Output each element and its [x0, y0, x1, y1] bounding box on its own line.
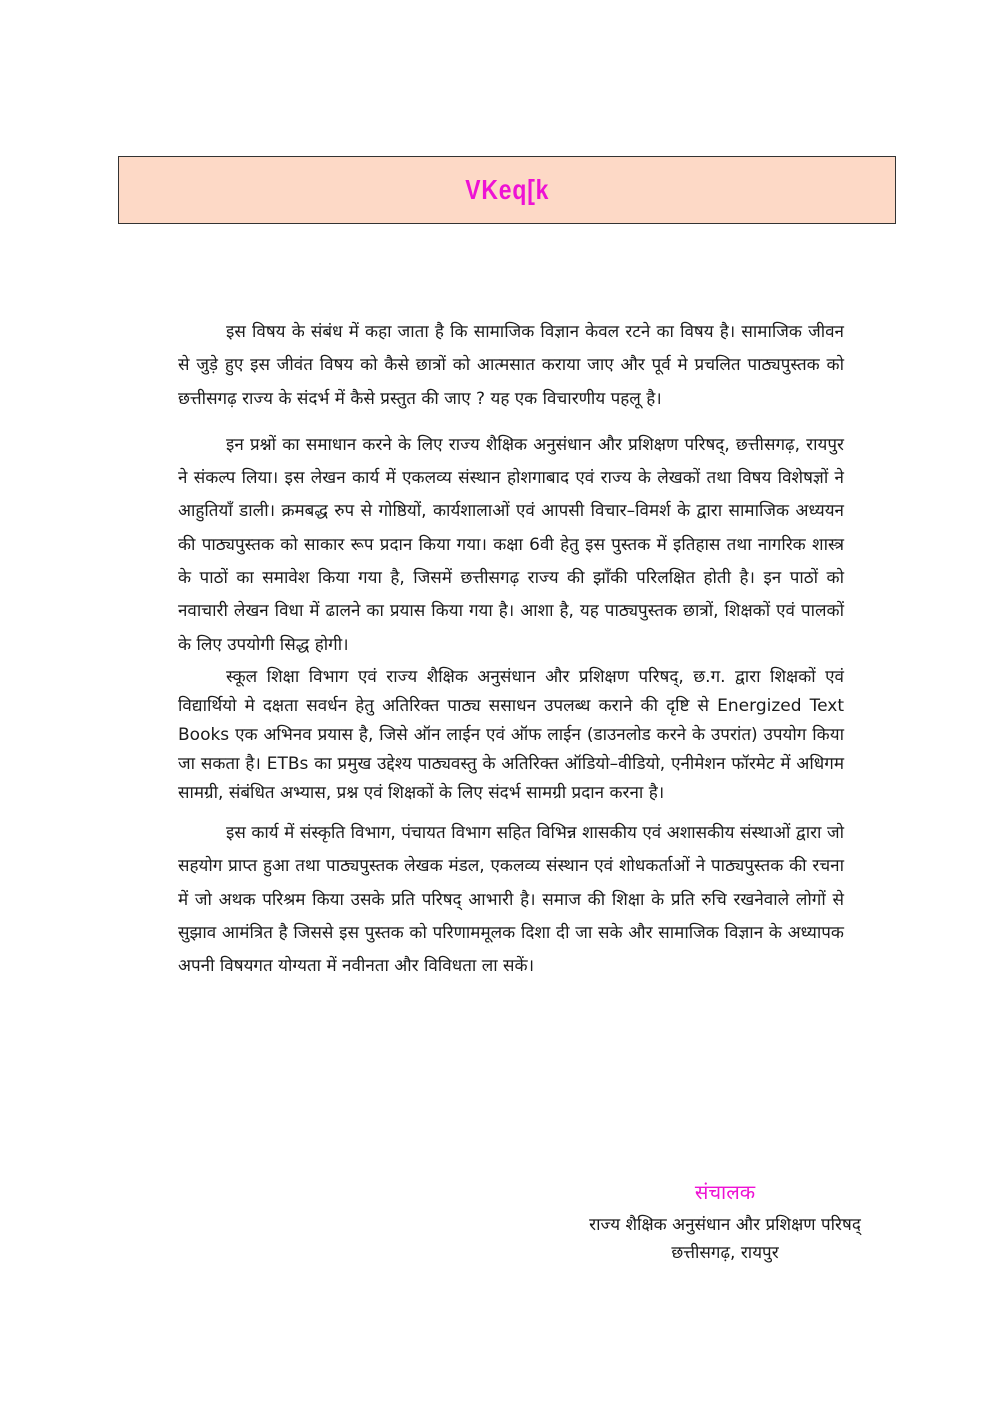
- paragraph-2: इन प्रश्नों का समाधान करने के लिए राज्य शैक्षिक अनुसंधान और प्रशिक्षण परिषद्, छत्तीसगढ़, रायपुर ने संकल्प लिया। इस लेखन कार्य में एकलव्य संस्थान होशगाबाद एवं राज्य के लेखकों तथा विषय विशेषज्ञों ने आहुतियाँ डाली। क्रमबद्ध रुप से गोष्ठियों, कार्यशालाओं एवं आपसी विचार–विमर्श के द्वारा सामाजिक अध्ययन की पाठ्यपुस्तक को साकार रूप प्रदान किया गया। कक्षा 6वी हेतु इस पुस्तक में इतिहास तथा नागरिक शास्त्र के पाठों का समावेश किया गया है, जिसमें छत्तीसगढ़ राज्य की झाँकी परिलक्षित होती है। इन पाठों को नवाचारी लेखन विधा में ढालने का प्रयास किया गया है। आशा है, यह पाठ्यपुस्तक छात्रों, शिक्षकों एवं पालकों के लिए उपयोगी सिद्ध होगी।: [178, 434, 844, 655]
- signature-place: छत्तीसगढ़, रायपुर: [671, 1243, 779, 1263]
- signature-organization: राज्य शैक्षिक अनुसंधान और प्रशिक्षण परिषद्: [589, 1215, 861, 1235]
- title-box: [118, 156, 896, 224]
- paragraph-3: स्कूल शिक्षा विभाग एवं राज्य शैक्षिक अनुसंधान और प्रशिक्षण परिषद्, छ.ग. द्वारा शिक्षकों एवं विद्यार्थियो मे दक्षता सवर्धन हेतु अतिरिक्त पाठ्य ससाधन उपलब्ध कराने की दृष्टि से Energized Text Books एक अभिनव प्रयास है, जिसे ऑन लाईन एवं ऑफ लाईन (डाउनलोड करने के उपरांत) उपयोग किया जा सकता है। ETBs का प्रमुख उद्देश्य पाठ्यवस्तु के अतिरिक्त ऑडियो–वीडियो, एनीमेशन फॉरमेट में अधिगम सामग्री, संबंधित अभ्यास, प्रश्न एवं शिक्षकों के लिए संदर्भ सामग्री प्रदान करना है।: [178, 666, 844, 803]
- signature-role: संचालक: [694, 1180, 756, 1204]
- paragraph-1: इस विषय के संबंध में कहा जाता है कि सामाजिक विज्ञान केवल रटने का विषय है। सामाजिक जीवन से जुड़े हुए इस जीवंत विषय को कैसे छात्रों को आत्मसात कराया जाए और पूर्व मे प्रचलित पाठ्यपुस्तक को छत्तीसगढ़ राज्य के संदर्भ में कैसे प्रस्तुत की जाए ? यह एक विचारणीय पहलू है।: [178, 322, 844, 409]
- paragraph-4: इस कार्य में संस्कृति विभाग, पंचायत विभाग सहित विभिन्न शासकीय एवं अशासकीय संस्थाओं द्वारा जो सहयोग प्राप्त हुआ तथा पाठ्यपुस्तक लेखक मंडल, एकलव्य संस्थान एवं शोधकर्ताओं ने पाठ्यपुस्तक की रचना में जो अथक परिश्रम किया उसके प्रति परिषद् आभारी है। समाज की शिक्षा के प्रति रुचि रखनेवाले लोगों से सुझाव आमंत्रित है जिससे इस पुस्तक को परिणाममूलक दिशा दी जा सके और सामाजिक विज्ञान के अध्यापक अपनी विषयगत योग्यता में नवीनता और विविधता ला सकें।: [178, 822, 844, 977]
- page-title: VKeq[k: [464, 174, 550, 205]
- body-text: [178, 316, 844, 983]
